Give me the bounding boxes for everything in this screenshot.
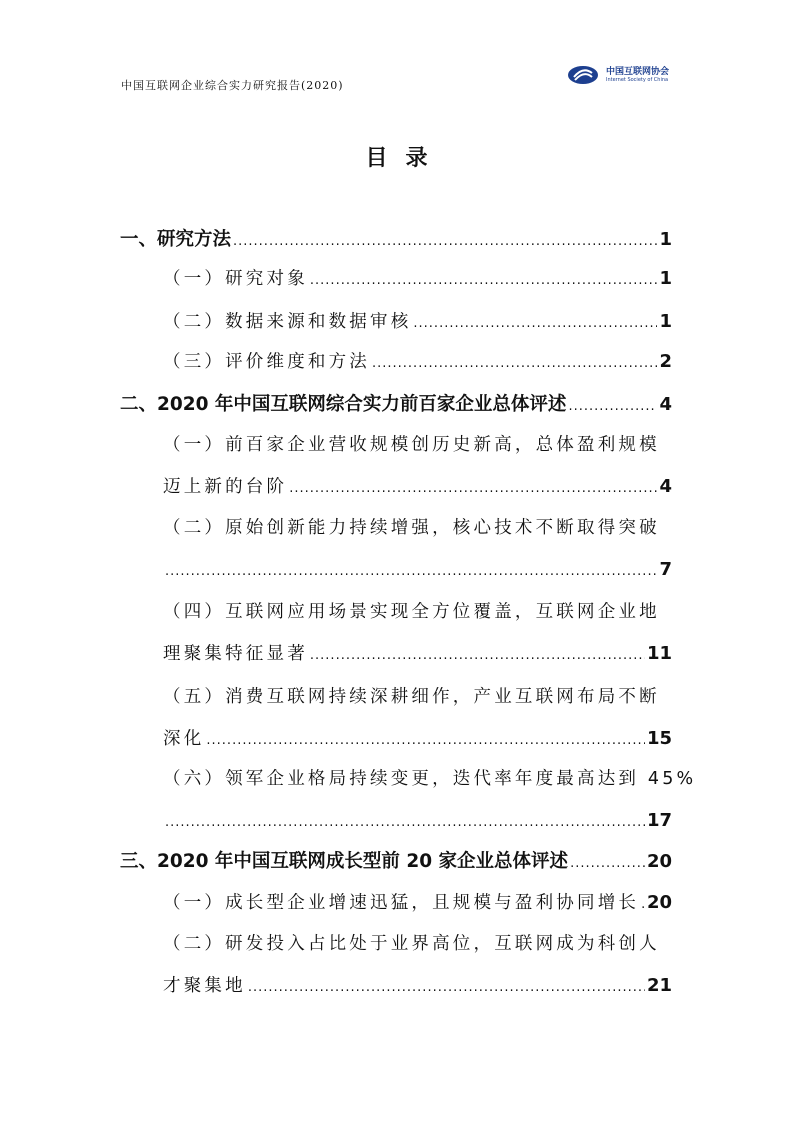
dot-leader [372,351,657,377]
toc-entry-text: （三）评价维度和方法 [163,352,370,372]
toc-entry-text: （六）领军企业格局持续变更，迭代率年度最高达到 45% [163,769,697,789]
page-number: 2 [659,351,672,372]
page-number: 20 [646,892,672,913]
dot-leader [165,559,657,585]
toc-entry-text: （二）研发投入占比处于业界高位，互联网成为科创人 [163,934,660,954]
dot-leader [206,728,645,754]
isc-logo-icon [566,64,600,86]
dot-leader [641,892,645,918]
page-number: 4 [659,394,672,415]
toc-entry[interactable] [163,808,672,834]
page-number: 1 [659,229,672,250]
page-number: 15 [646,728,672,749]
toc-entry[interactable] [163,266,672,292]
toc-entry[interactable] [163,931,672,957]
dot-leader [289,476,657,502]
dot-leader [233,229,657,255]
toc-entry[interactable] [163,515,672,541]
isc-logo [566,64,669,86]
toc-entry[interactable] [163,557,672,583]
toc-entry[interactable] [163,432,672,458]
toc-entry[interactable] [163,890,672,916]
toc-entry[interactable] [163,599,672,625]
toc-entry-text: （四）互联网应用场景实现全方位覆盖，互联网企业地 [163,602,660,622]
toc-entry-text: 一、研究方法 [120,229,232,250]
page-number: 17 [646,810,672,831]
toc-entry-text: （二）原始创新能力持续增强，核心技术不断取得突破 [163,518,660,538]
running-header: 中国互联网企业综合实力研究报告(2020) [121,79,344,92]
logo-en: Internet Society of China [606,76,669,83]
page-number: 21 [646,975,672,996]
page-number: 1 [659,311,672,332]
page-number: 11 [646,643,672,664]
toc-entry-text: 才聚集地 [163,976,246,996]
toc-entry[interactable] [163,973,672,999]
toc-entry[interactable] [120,849,672,875]
toc-entry[interactable] [163,766,697,792]
toc-entry-text: 三、2020 年中国互联网成长型前 20 家企业总体评述 [120,851,569,872]
dot-leader [570,851,645,877]
toc-entry-text: 二、2020 年中国互联网综合实力前百家企业总体评述 [120,394,567,415]
dot-leader [413,311,657,337]
toc-entry[interactable] [163,684,672,710]
page-number: 20 [646,851,672,872]
dot-leader [310,643,645,669]
toc-entry[interactable] [163,726,672,752]
toc-entry[interactable] [163,349,672,375]
toc-entry[interactable] [163,474,672,500]
page-number: 7 [659,559,672,580]
toc-entry-text: （二）数据来源和数据审核 [163,312,412,332]
toc-entry-text: （一）前百家企业营收规模创历史新高，总体盈利规模 [163,435,660,455]
toc-entry-text: （五）消费互联网持续深耕细作，产业互联网布局不断 [163,687,660,707]
dot-leader [165,810,645,836]
toc-entry[interactable] [163,641,672,667]
dot-leader [568,394,657,420]
toc-entry-text: （一）研究对象 [163,269,308,289]
toc-entry-text: 迈上新的台阶 [163,477,288,497]
dot-leader [310,268,658,294]
toc-entry-text: 深化 [163,729,205,749]
toc-entry-text: （一）成长型企业增速迅猛，且规模与盈利协同增长 [163,893,640,913]
toc-entry-text: 理聚集特征显著 [163,644,308,664]
page-number: 1 [659,268,672,289]
page-number: 4 [659,476,672,497]
page-title: 目录 [365,146,446,171]
dot-leader [248,975,645,1001]
toc-entry[interactable] [120,227,672,253]
logo-cn: 中国互联网协会 [606,66,670,77]
toc-entry[interactable] [120,392,672,418]
toc-entry[interactable] [163,309,672,335]
